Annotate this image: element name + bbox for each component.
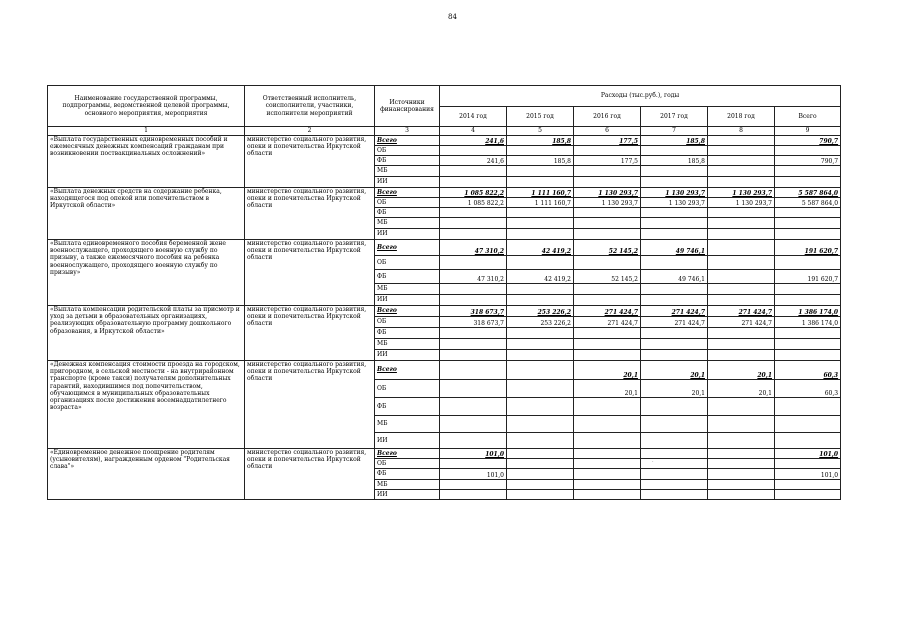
header-name: Наименование государственной программы, подпрограммы, ведомственной целевой программы, основного мероприятия, мероприятия [48,86,245,127]
funding-source: ИИ [375,433,440,449]
year-value [708,459,775,469]
funding-source: ФБ [375,270,440,284]
year-value [440,350,507,361]
total-value: 1 386 174,0 [775,306,841,317]
measure-name: «Выплата денежных средств на содержание ребенка, находящегося под опекой или попечительством в Иркутской области» [48,188,245,240]
funding-source: МБ [375,339,440,350]
scan-mark: . [652,458,654,464]
total-value [775,416,841,433]
year-value [507,339,574,350]
funding-source: ИИ [375,295,440,306]
table-body [48,136,841,500]
year-value [440,433,507,449]
year-value [507,295,574,306]
year-value [440,177,507,188]
total-value [775,433,841,449]
total-value: 101,0 [775,449,841,459]
total-value: 5 587 864,0 [775,198,841,208]
year-value [507,328,574,339]
year-value [708,295,775,306]
year-value [708,284,775,295]
year-value [641,284,708,295]
year-value [440,218,507,229]
column-numbers-row [48,127,841,136]
year-value [507,256,574,270]
total-value [775,166,841,177]
funding-source: ИИ [375,229,440,240]
year-value [708,229,775,240]
year-value [708,398,775,416]
year-value [641,229,708,240]
year-value: 49 746,1 [641,270,708,284]
year-value: 185,8 [507,136,574,146]
year-value [641,469,708,480]
year-value: 1 130 293,7 [641,188,708,198]
year-value [574,284,641,295]
column-number: 2 [245,127,375,136]
total-value [775,256,841,270]
year-value: 271 424,7 [574,317,641,328]
year-value [574,449,641,459]
responsible-executor: министерство социального развития, опеки и попечительства Иркутской области [245,306,375,361]
funding-source: ФБ [375,328,440,339]
year-value [708,136,775,146]
total-value [775,146,841,156]
year-value: 241,6 [440,136,507,146]
year-value: 47 310,2 [440,240,507,256]
year-value: 271 424,7 [641,317,708,328]
total-value [775,295,841,306]
total-value: 60,3 [775,380,841,398]
measure-name: «Выплата государственных единовременных пособий и ежемесячных денежных компенсаций гражданам при возникновении поствакцинальных осложнений» [48,136,245,188]
year-value [440,361,507,380]
column-number: 3 [375,127,440,136]
year-value [708,469,775,480]
budget-table [47,85,841,500]
year-value: 20,1 [708,361,775,380]
year-value: 271 424,7 [641,306,708,317]
year-value [440,166,507,177]
year-value [440,328,507,339]
total-value [775,339,841,350]
year-value [440,398,507,416]
funding-source: МБ [375,416,440,433]
funding-source: Всего [375,449,440,459]
year-value: 177,5 [574,136,641,146]
year-value [574,166,641,177]
header-year-2015: 2015 год [507,107,574,127]
header-year-2014: 2014 год [440,107,507,127]
year-value [641,146,708,156]
year-value: 1 130 293,7 [574,198,641,208]
funding-source: Всего [375,361,440,380]
table-row [48,449,841,459]
funding-source: МБ [375,284,440,295]
total-value [775,480,841,490]
year-value [440,208,507,218]
responsible-executor: министерство социального развития, опеки и попечительства Иркутской области [245,240,375,306]
year-value [507,433,574,449]
funding-source: ОБ [375,256,440,270]
total-value [775,459,841,469]
year-value [641,256,708,270]
year-value [641,295,708,306]
table-row [48,361,841,380]
year-value [440,490,507,500]
year-value [440,284,507,295]
year-value [574,146,641,156]
year-value: 318 673,7 [440,306,507,317]
year-value [574,339,641,350]
year-value [641,490,708,500]
year-value [708,433,775,449]
total-value: 60,3 [775,361,841,380]
year-value [507,146,574,156]
year-value [574,229,641,240]
year-value: 271 424,7 [574,306,641,317]
year-value [574,295,641,306]
year-value [507,480,574,490]
total-value [775,350,841,361]
funding-source: Всего [375,306,440,317]
measure-name: «Выплата компенсации родительской платы за присмотр и уход за детьми в образовательных организациях, реализующих образовательную программу дошкольного образования, в Иркутской области» [48,306,245,361]
total-value [775,328,841,339]
year-value [708,480,775,490]
measure-name: «Денежная компенсация стоимости проезда на городском, пригородном, в сельской местности - на внутрирайонном транспорте (кроме такси) получателям дополнительных гарантий, находившимся под попечительством, обучающимся в муниципальных образовательных организациях после достижения восемнадцатилетнего возраста» [48,361,245,449]
year-value [708,256,775,270]
year-value [440,295,507,306]
header-total: Всего [775,107,841,127]
year-value [641,350,708,361]
column-number: 1 [48,127,245,136]
funding-source: ИИ [375,177,440,188]
total-value: 101,0 [775,469,841,480]
year-value [708,146,775,156]
total-value [775,284,841,295]
column-number: 9 [775,127,841,136]
year-value: 49 746,1 [641,240,708,256]
funding-source: ФБ [375,156,440,166]
year-value: 20,1 [708,380,775,398]
year-value [641,177,708,188]
column-number: 5 [507,127,574,136]
year-value [574,398,641,416]
year-value [440,256,507,270]
funding-source: ИИ [375,490,440,500]
total-value [775,398,841,416]
funding-source: МБ [375,218,440,229]
funding-source: Всего [375,240,440,256]
year-value [641,416,708,433]
year-value: 42 419,2 [507,240,574,256]
year-value: 185,8 [641,136,708,146]
year-value: 253 226,2 [507,306,574,317]
funding-source: МБ [375,480,440,490]
year-value: 20,1 [574,361,641,380]
year-value [641,208,708,218]
year-value [708,208,775,218]
year-value [641,480,708,490]
year-value: 20,1 [574,380,641,398]
year-value: 20,1 [641,361,708,380]
year-value: 42 419,2 [507,270,574,284]
table-row [48,136,841,146]
total-value [775,490,841,500]
funding-source: ФБ [375,398,440,416]
funding-source: ОБ [375,146,440,156]
header-expenses: Расходы (тыс.руб.), годы [440,86,841,107]
total-value: 191 620,7 [775,240,841,256]
year-value [641,449,708,459]
year-value [440,229,507,240]
year-value [507,416,574,433]
year-value [708,240,775,256]
funding-source: Всего [375,188,440,198]
year-value [708,218,775,229]
year-value [574,459,641,469]
year-value [507,490,574,500]
year-value [507,398,574,416]
total-value: 790,7 [775,156,841,166]
year-value: 271 424,7 [708,306,775,317]
measure-name: «Единовременное денежное поощрение родителям (усыновителям), награжденным орденом "Родительская слава"» [48,449,245,500]
year-value: 1 085 822,2 [440,188,507,198]
year-value: 185,8 [507,156,574,166]
year-value [574,490,641,500]
year-value [507,469,574,480]
year-value [440,146,507,156]
year-value: 47 310,2 [440,270,507,284]
table-row [48,240,841,256]
year-value [574,480,641,490]
year-value [507,449,574,459]
year-value [708,339,775,350]
column-number: 8 [708,127,775,136]
year-value [574,416,641,433]
year-value [507,284,574,295]
year-value [708,270,775,284]
year-value [574,433,641,449]
funding-source: МБ [375,166,440,177]
year-value [708,449,775,459]
year-value [708,328,775,339]
year-value [708,350,775,361]
table-header [48,86,841,136]
year-value [641,328,708,339]
year-value: 177,5 [574,156,641,166]
measure-name: «Выплата единовременного пособия беременной жене военнослужащего, проходящего военную службу по призыву, а также ежемесячного пособия на ребенка военнослужащего, проходящего военную службу по призыву» [48,240,245,306]
year-value [440,480,507,490]
header-sources: Источники финансирования [375,86,440,127]
total-value: 790,7 [775,136,841,146]
year-value [440,459,507,469]
year-value: 1 085 822,2 [440,198,507,208]
funding-source: Всего [375,136,440,146]
year-value [507,166,574,177]
responsible-executor: министерство социального развития, опеки и попечительства Иркутской области [245,361,375,449]
year-value: 253 226,2 [507,317,574,328]
year-value [574,469,641,480]
year-value: 1 130 293,7 [641,198,708,208]
year-value [641,398,708,416]
table-row [48,306,841,317]
year-value [507,380,574,398]
year-value [507,177,574,188]
year-value [507,218,574,229]
year-value: 101,0 [440,449,507,459]
total-value [775,177,841,188]
funding-source: ОБ [375,198,440,208]
total-value [775,229,841,240]
year-value [708,177,775,188]
header-year-2017: 2017 год [641,107,708,127]
funding-source: ИИ [375,350,440,361]
year-value [440,416,507,433]
year-value: 1 111 160,7 [507,188,574,198]
header-year-2016: 2016 год [574,107,641,127]
page-number: 84 [448,13,457,21]
year-value: 1 130 293,7 [574,188,641,198]
year-value [641,459,708,469]
column-number: 7 [641,127,708,136]
year-value [440,339,507,350]
column-number: 4 [440,127,507,136]
header-year-2018: 2018 год [708,107,775,127]
funding-source: ОБ [375,380,440,398]
year-value [641,166,708,177]
funding-source: ФБ [375,469,440,480]
year-value [507,229,574,240]
year-value: 241,6 [440,156,507,166]
year-value [574,177,641,188]
year-value: 52 145,2 [574,240,641,256]
year-value: 1 111 160,7 [507,198,574,208]
year-value [574,328,641,339]
year-value [708,156,775,166]
total-value [775,218,841,229]
year-value [574,218,641,229]
year-value: 20,1 [641,380,708,398]
funding-source: ОБ [375,459,440,469]
header-executor: Ответственный исполнитель, соисполнители, участники, исполнители мероприятий [245,86,375,127]
year-value [708,416,775,433]
year-value [507,361,574,380]
year-value [708,490,775,500]
total-value: 5 587 864,0 [775,188,841,198]
year-value [440,380,507,398]
year-value: 1 130 293,7 [708,198,775,208]
year-value: 1 130 293,7 [708,188,775,198]
year-value: 318 673,7 [440,317,507,328]
table-row [48,188,841,198]
year-value [641,433,708,449]
responsible-executor: министерство социального развития, опеки и попечительства Иркутской области [245,449,375,500]
year-value: 101,0 [440,469,507,480]
year-value: 185,8 [641,156,708,166]
funding-source: ОБ [375,317,440,328]
responsible-executor: министерство социального развития, опеки и попечительства Иркутской области [245,188,375,240]
year-value [641,339,708,350]
total-value: 1 386 174,0 [775,317,841,328]
year-value [574,256,641,270]
total-value [775,208,841,218]
year-value [641,218,708,229]
year-value [507,350,574,361]
year-value: 271 424,7 [708,317,775,328]
year-value [507,459,574,469]
responsible-executor: министерство социального развития, опеки и попечительства Иркутской области [245,136,375,188]
total-value: 191 620,7 [775,270,841,284]
year-value: 52 145,2 [574,270,641,284]
year-value [574,208,641,218]
year-value [574,350,641,361]
funding-source: ФБ [375,208,440,218]
column-number: 6 [574,127,641,136]
year-value [708,166,775,177]
year-value [507,208,574,218]
